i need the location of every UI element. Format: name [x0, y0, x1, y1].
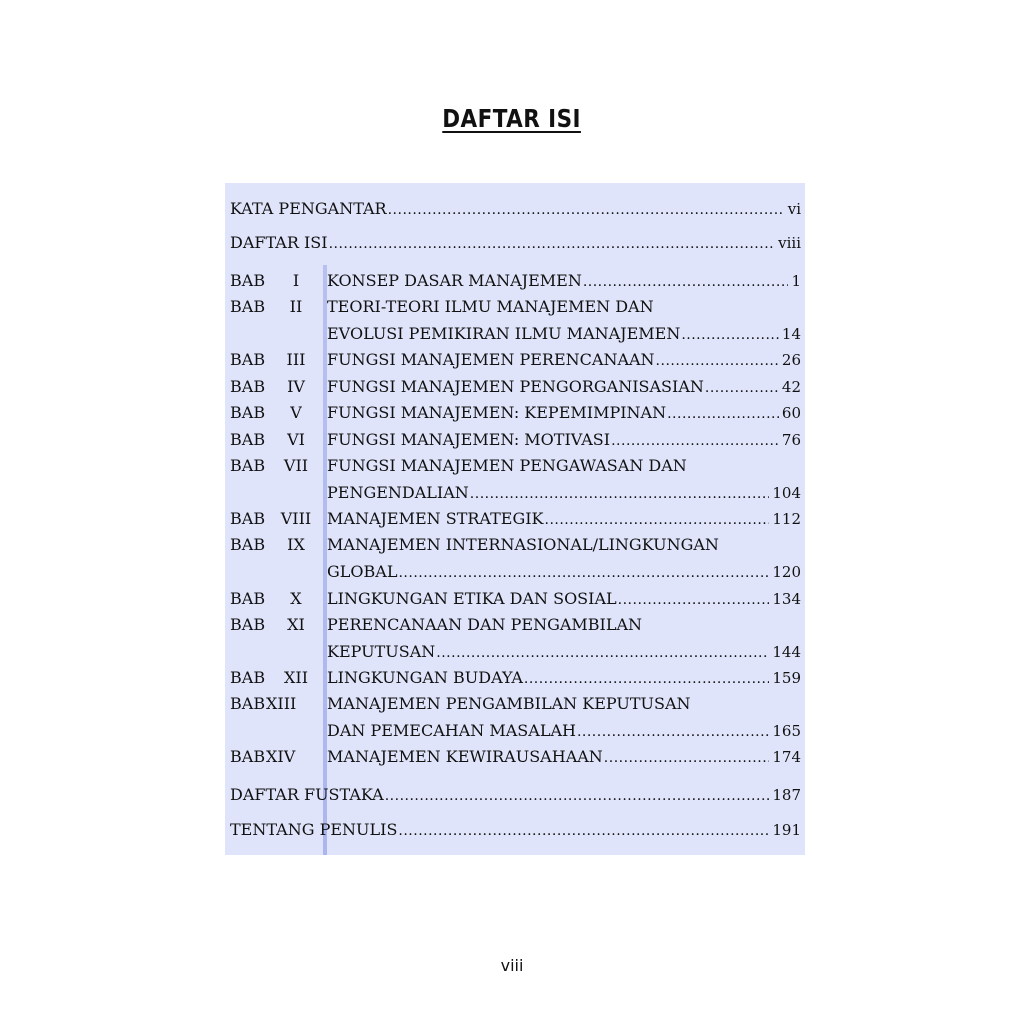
toc-entry-title: FUNGSI MANAJEMEN: MOTIVASI	[327, 430, 611, 449]
chapter-word: BAB	[230, 535, 266, 554]
chapter-word: BAB	[230, 589, 266, 608]
toc-entry-daftar-pustaka[interactable]	[230, 783, 801, 807]
chapter-word: BAB	[230, 271, 266, 290]
chapter-word: BAB	[230, 509, 266, 528]
chapter-label	[230, 587, 302, 611]
chapter-number: VII	[283, 456, 309, 475]
chapter-word: BAB	[230, 747, 266, 766]
chapter-label	[230, 375, 305, 399]
toc-entry-title-cont: KEPUTUSAN	[327, 642, 436, 661]
chapter-label	[230, 666, 309, 690]
chapter-label	[230, 692, 297, 716]
chapter-number: X	[290, 589, 302, 608]
toc-entry-bab-x[interactable]	[230, 587, 801, 611]
chapter-number: V	[290, 403, 302, 422]
chapter-number: II	[289, 297, 303, 316]
toc-entry-title: MANAJEMEN KEWIRAUSAHAAN	[327, 747, 603, 766]
toc-leader-dots	[583, 270, 789, 294]
chapter-number: XI	[287, 615, 305, 634]
chapter-label	[230, 269, 300, 293]
toc-entry-bab-vii-cont[interactable]	[230, 481, 801, 505]
toc-entry-title-cont: EVOLUSI PEMIKIRAN ILMU MANAJEMEN	[327, 324, 681, 343]
toc-leader-dots	[398, 561, 769, 585]
toc-entry-page: 174	[772, 748, 801, 766]
toc-leader-dots	[329, 232, 776, 256]
toc-entry-page: viii	[778, 234, 801, 252]
chapter-number: IV	[287, 377, 305, 396]
toc-entry-title-cont: DAN PEMECAHAN MASALAH	[327, 721, 576, 740]
chapter-word: BAB	[230, 297, 266, 316]
toc-leader-dots	[667, 402, 779, 426]
chapter-label	[230, 533, 305, 557]
chapter-number: IX	[287, 535, 305, 554]
chapter-word: BAB	[230, 694, 266, 713]
chapter-number: XIV	[266, 747, 296, 766]
toc-entry-bab-ii-cont[interactable]	[230, 322, 801, 346]
toc-entry-title-cont: GLOBAL	[327, 562, 398, 581]
toc-entry-page: 134	[772, 590, 801, 608]
toc-entry-title: MANAJEMEN INTERNASIONAL/LINGKUNGAN	[327, 535, 719, 554]
chapter-word: BAB	[230, 377, 266, 396]
toc-entry-title: KATA PENGANTAR	[230, 199, 387, 218]
chapter-word: BAB	[230, 668, 266, 687]
toc-entry-bab-xi-cont[interactable]	[230, 640, 801, 664]
chapter-number: XIII	[266, 694, 297, 713]
toc-entry-page: 60	[781, 404, 801, 422]
chapter-word: BAB	[230, 430, 266, 449]
toc-entry-page: 120	[772, 563, 801, 581]
toc-entry-title: FUNGSI MANAJEMEN: KEPEMIMPINAN	[327, 403, 667, 422]
toc-leader-dots	[611, 429, 779, 453]
chapter-label	[230, 454, 309, 478]
chapter-word: BAB	[230, 456, 266, 475]
chapter-number: VIII	[280, 509, 312, 528]
toc-entry-title: TEORI-TEORI ILMU MANAJEMEN DAN	[327, 297, 654, 316]
chapter-label	[230, 295, 303, 319]
toc-entry-bab-xiii[interactable]	[230, 692, 801, 716]
toc-entry-bab-xi[interactable]	[230, 613, 801, 637]
toc-entry-bab-i[interactable]	[230, 269, 801, 293]
toc-entry-title: LINGKUNGAN BUDAYA	[327, 668, 523, 687]
toc-entry-page: 26	[781, 351, 801, 369]
toc-entry-page: 144	[772, 643, 801, 661]
toc-entry-title: DAFTAR ISI	[230, 233, 328, 252]
toc-entry-title: KONSEP DASAR MANAJEMEN	[327, 271, 582, 290]
toc-entry-bab-ix-cont[interactable]	[230, 560, 801, 584]
toc-entry-title: TENTANG PENULIS	[230, 820, 398, 839]
toc-leader-dots	[398, 819, 769, 843]
chapter-word: BAB	[230, 350, 266, 369]
toc-entry-bab-xii[interactable]	[230, 666, 801, 690]
toc-entry-bab-iv[interactable]	[230, 375, 801, 399]
toc-leader-dots	[470, 482, 770, 506]
toc-entry-title: DAFTAR FUSTAKA	[230, 785, 384, 804]
toc-entry-page: 159	[772, 669, 801, 687]
chapter-number: I	[292, 271, 300, 290]
page-title-text: DAFTAR ISI	[442, 104, 582, 133]
toc-leader-dots	[388, 198, 785, 222]
toc-entry-tentang-penulis[interactable]	[230, 818, 801, 842]
toc-entry-bab-v[interactable]	[230, 401, 801, 425]
toc-entry-bab-ii[interactable]	[230, 295, 801, 319]
toc-leader-dots	[524, 667, 769, 691]
toc-leader-dots	[656, 349, 779, 373]
toc-entry-page: 14	[781, 325, 801, 343]
toc-leader-dots	[545, 508, 770, 532]
toc-entry-bab-vii[interactable]	[230, 454, 801, 478]
toc-entry-kata-pengantar[interactable]	[230, 197, 801, 221]
toc-entry-bab-viii[interactable]	[230, 507, 801, 531]
chapter-word: BAB	[230, 615, 266, 634]
toc-leader-dots	[577, 720, 769, 744]
chapter-label	[230, 745, 296, 769]
table-of-contents	[225, 183, 805, 855]
toc-leader-dots	[436, 641, 769, 665]
toc-entry-page: 1	[791, 272, 801, 290]
chapter-label	[230, 428, 305, 452]
chapter-label	[230, 507, 312, 531]
toc-leader-dots	[705, 376, 779, 400]
toc-entry-bab-iii[interactable]	[230, 348, 801, 372]
toc-entry-bab-ix[interactable]	[230, 533, 801, 557]
toc-entry-title: MANAJEMEN PENGAMBILAN KEPUTUSAN	[327, 694, 691, 713]
toc-leader-dots	[385, 784, 770, 808]
toc-entry-title: PERENCANAAN DAN PENGAMBILAN	[327, 615, 643, 634]
toc-entry-page: 104	[772, 484, 801, 502]
toc-entry-page: 165	[772, 722, 801, 740]
toc-entry-title: FUNGSI MANAJEMEN PERENCANAAN	[327, 350, 655, 369]
toc-entry-page: 191	[772, 821, 801, 839]
toc-entry-bab-xiii-cont[interactable]	[230, 719, 801, 743]
page-number: viii	[500, 956, 524, 975]
toc-entry-page: 112	[772, 510, 801, 528]
toc-entry-page: 76	[781, 431, 801, 449]
toc-leader-dots	[604, 746, 770, 770]
toc-leader-dots	[681, 323, 779, 347]
toc-entry-bab-xiv[interactable]	[230, 745, 801, 769]
toc-entry-bab-vi[interactable]	[230, 428, 801, 452]
chapter-number: III	[286, 350, 306, 369]
toc-entry-title-cont: PENGENDALIAN	[327, 483, 469, 502]
toc-entry-page: 42	[781, 378, 801, 396]
chapter-label	[230, 613, 305, 637]
toc-entry-title: FUNGSI MANAJEMEN PENGAWASAN DAN	[327, 456, 687, 475]
chapter-label	[230, 401, 302, 425]
chapter-label	[230, 348, 306, 372]
toc-leader-dots	[618, 588, 770, 612]
toc-entry-title: FUNGSI MANAJEMEN PENGORGANISASIAN	[327, 377, 704, 396]
chapter-number: XII	[283, 668, 309, 687]
toc-entry-title: MANAJEMEN STRATEGIK	[327, 509, 544, 528]
toc-entry-page: vi	[787, 200, 801, 218]
page-title	[0, 102, 1024, 136]
toc-entry-page: 187	[772, 786, 801, 804]
chapter-word: BAB	[230, 403, 266, 422]
toc-entry-daftar-isi[interactable]	[230, 231, 801, 255]
toc-entry-title: LINGKUNGAN ETIKA DAN SOSIAL	[327, 589, 617, 608]
chapter-number: VI	[287, 430, 305, 449]
